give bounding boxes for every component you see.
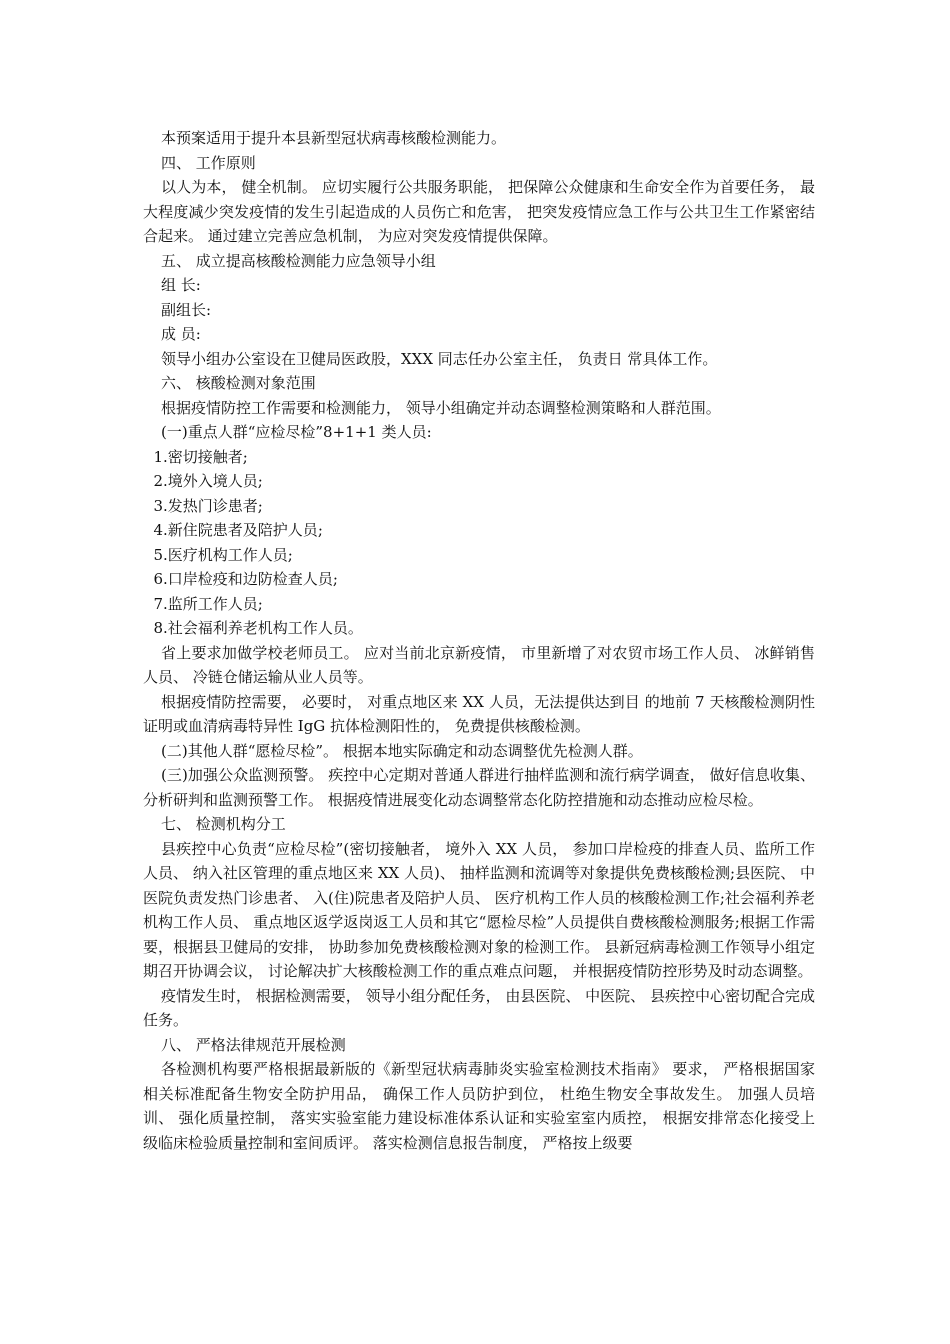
list-item: 4.新住院患者及陪护人员; xyxy=(153,521,323,539)
deputy-leader-line: 副组长: xyxy=(161,300,212,319)
paragraph-principles: 以人为本， 健全机制。 应切实履行公共服务职能， 把保障公众健康和生命安全作为首要任务， 最大程度减少突发疫情的发生引起造成的人员伤亡和危害， 把突发疫情应急工作与公共卫生工作紧密结合起来。 通过建立完善应急机制， 为应对突发疫情提供保障。 xyxy=(143,178,815,245)
heading-section-5: 五、 成立提高核酸检测能力应急领导小组 xyxy=(161,251,436,270)
leader-line: 组 长: xyxy=(161,276,201,294)
paragraph-free-testing: 根据疫情防控需要， 必要时， 对重点地区来 XX 人员，无法提供达到目 的地前 7 天核酸检测阴性证明或血清病毒特异性 IgG 抗体检测阳性的， 免费提供核酸检测。 xyxy=(143,692,815,735)
heading-section-8: 八、 严格法律规范开展检测 xyxy=(161,1035,346,1054)
heading-section-7: 七、 检测机构分工 xyxy=(161,815,286,833)
heading-section-6: 六、 核酸检测对象范围 xyxy=(161,374,316,392)
list-item: 5.医疗机构工作人员; xyxy=(153,545,293,564)
list-item: 7.监所工作人员; xyxy=(153,594,263,613)
paragraph-office: 领导小组办公室设在卫健局医政股，XXX 同志任办公室主任， 负责日 常具体工作。 xyxy=(161,349,718,368)
subheading-voluntary-groups: (二)其他人群“愿检尽检”。 根据本地实际确定和动态调整优先检测人群。 xyxy=(161,741,643,760)
list-item: 1.密切接触者; xyxy=(153,447,248,466)
list-item: 6.口岸检疫和边防检查人员; xyxy=(153,570,338,588)
paragraph-outbreak-response: 疫情发生时， 根据检测需要， 领导小组分配任务， 由县医院、 中医院、 县疾控中心密切配合完成任务。 xyxy=(143,986,815,1029)
list-item: 8.社会福利养老机构工作人员。 xyxy=(153,619,363,637)
members-line: 成 员: xyxy=(161,325,201,343)
list-item: 3.发热门诊患者; xyxy=(153,496,263,515)
paragraph-monitoring: (三)加强公众监测预警。 疾控中心定期对普通人群进行抽样监测和流行病学调查， 做好信息收集、 分析研判和监测预警工作。 根据疫情进展变化动态调整常态化防控措施和动态推动应检尽检。 xyxy=(143,766,815,809)
document-body xyxy=(143,126,815,1155)
paragraph-regulations: 各检测机构要严格根据最新版的《新型冠状病毒肺炎实验室检测技术指南》 要求， 严格根据国家相关标准配备生物安全防护用品， 确保工作人员防护到位， 杜绝生物安全事故发生。 加强人员培训、 强化质量控制， 落实实验室能力建设标准体系认证和实验室室内质控， 根据安排常态化接受上级临床检验质量控制和室间质评。 落实检测信息报告制度， 严格按上级要 xyxy=(143,1060,815,1152)
heading-section-4: 四、 工作原则 xyxy=(161,153,256,172)
paragraph-scope: 本预案适用于提升本县新型冠状病毒核酸检测能力。 xyxy=(161,129,507,147)
paragraph-scope-strategy: 根据疫情防控工作需要和检测能力， 领导小组确定并动态调整检测策略和人群范围。 xyxy=(161,398,721,417)
paragraph-division-of-labor: 县疾控中心负责“应检尽检”(密切接触者， 境外入 XX 人员， 参加口岸检疫的排查人员、监所工作人员、 纳入社区管理的重点地区来 XX 人员)、 抽样监测和流调等对象提供免费核酸检测;县医院、 中医院负责发热门诊患者、 入(住)院患者及陪护人员、 医疗机构工作人员的核酸检测工作;社会福利养老机构工作人员、 重点地区返学返岗返工人员和其它“愿检尽检”人员提供自费核酸检测服务;根据工作需要，根据县卫健局的安排， 协助参加免费核酸检测对象的检测工作。 县新冠病毒检测工作领导小组定期召开协调会议， 讨论解决扩大核酸检测工作的重点难点问题， 并根据疫情防控形势及时动态调整。 xyxy=(143,839,815,980)
paragraph-additional-groups: 省上要求加做学校老师员工。 应对当前北京新疫情， 市里新增了对农贸市场工作人员、 冰鲜销售人员、 冷链仓储运输从业人员等。 xyxy=(143,643,815,686)
list-item: 2.境外入境人员; xyxy=(153,472,263,490)
subheading-key-groups: (一)重点人群“应检尽检”8+1+1 类人员: xyxy=(161,423,432,441)
